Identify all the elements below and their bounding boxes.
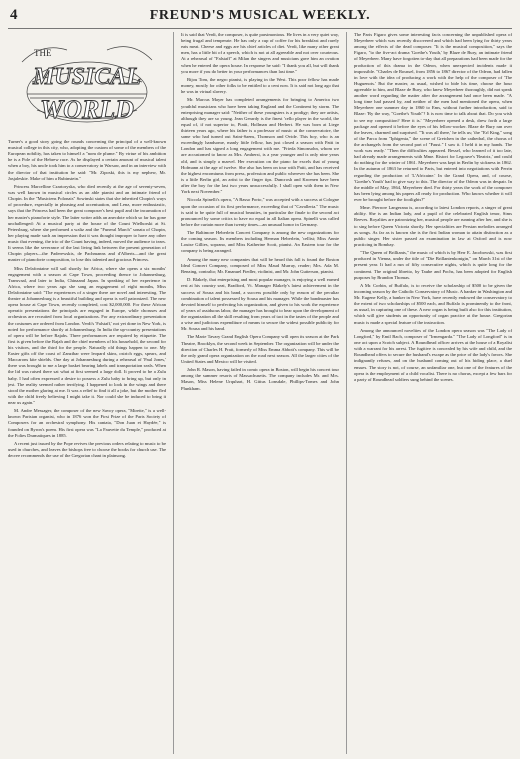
article-paragraph: "The Queen of Brilliants," the music of which is by Herr E. Jacobowski, was first produced in Vienna, under the title of "Die Brillantenkonigin," on March 31st of the present year. It had a run of fifty consecutive nights, which is quite long for the continent. The original libretto, by Taube and Pochs, has been adopted for English purposes by Brandon Thomas.: [354, 250, 512, 280]
article-paragraph: A recent just issued by the Pope revives the previous orders relating to music to be used in churches, and leaves the bishops free to choose the books for church use. The decree recommends the use of the Gregorian chant in plainsong.: [8, 441, 166, 459]
article-paragraph: Mr. Marcus Mayer has completed arrangements for bringing to America two youthful musicians who have been taking England and the Continent by storm. The enterprising manager said: "Neither of these youngsters is a prodigy; they are artists, although they are so young. Jean Gerardy is the finest 'cello player in the world, the equal of, if not superior to, Piatti, Hollman and Herbert. He was born at Liege thirteen years ago, where his father is a professor of music at the conservatoire, the same who had turned out Saint-Saens, Thomson and Ovide. This boy, who is an exceedingly handsome, manly little fellow, has just closed a season with Patti in London and has signed a long engagement with me. "Frieda Simonsohn, whom we are accustomed to know as Mrs. Amherst, is a year younger and is only nine years old, and is simply a marvel. Her execution on the piano far excels that of young Hofmann at the age of twelve. She also has been on tour with Patti, and has received the highest encomiums from press, profession and public wherever she has been. She is a little Berlin girl, an artist to the finger tips. Duncrosh and Kroenen have been after the boy for the last two years unsuccessfully. I shall open with them in New York next November.": [181, 97, 339, 195]
article-paragraph: Niccola Spinelli's opera, "A Basso Porto," was accepted with a success at Cologne upon the occasion of its first performance, exceeding that of "Cavalleria." The music is said to be quite full of musical beauties, in particular the finale to the second act pronounced by some critics to have no equal in all Italian opera. Spinelli was called before the curtain more than twenty times—an unusual honor in Germany.: [181, 197, 339, 227]
page-header: [8, 6, 512, 29]
logo-the: THE: [34, 48, 52, 58]
article-paragraph: Princess Marcelline Czartoryska, who died recently at the age of seventy-seven, was well known in musical circles as an able pianist and an intimate friend of Chopin. In the "Musiciens Polonais" Sowinski states that she inherited Chopin's ways of procedure, especially in phrasing and accentuation, and Lenz, more enthusiastic, says that the Princess had been the great composer's best pupil and the incarnation of her master's pianoforte style. The latter writer adds an anecdote which so far has gone unchallenged: At a musical party at the house of the Count Wielhorski at St. Petersburg, where she performed a waltz and the "Funeral March" sonata of Chopin, her playing made such an impression that it was thought improper to have any other music that evening, the trio of the Count having, indeed, moved the audience to tears. It seems like the severance of the last living link between the present generation of Chopin players—the Paderewskis, de Pachmanns and d'Alberts—and the great master of pianoforte composition, to lose this talented and gracious Princess.: [8, 183, 166, 263]
masthead-title: FREUND'S MUSICAL WEEKLY.: [149, 8, 371, 23]
article-paragraph: The Paris Figaro gives some interesting facts concerning the unpublished opera of Meyerbeer which was recently discovered and which had been lying for thirty years among the effects of the dead composer. "It is the musical composition," says the Figaro, "to the five-act drama 'Goethe's Youth,' by Blaze de Bury, an intimate friend of Meyerbeer. Many have forgotten to-day that all preparations had been made for the production of this drama in the Odeon, when unexpected incidents made it impossible. "Charles de Roussel, from 1856 to 1867 director of the Odeon, had fallen in love with the idea of producing a work with the help of the composer of 'The Huguenots.' But the master, as usual, wished to bide his time, choose the hour agreeable to him, and Blaze de Bury, who knew Meyerbeer thoroughly, did not speak another word regarding the matter after the arrangement had once been made. "A long time had passed by, and neither of the men had mentioned the opera, when Meyerbeer one summer day in 1860 to Ems, without further introduction, said to Blaze: 'By the way, "Goethe's Youth"? It is now time to talk about that. Do you wish to see my composition? Here it is.' "Meyerbeer opened a desk, drew forth a large package and opened it before the eyes of his fellow-worker. Blaze de Bury ran over the leaves, charmed and surprised. "'It was all there,' he tells us; 'the "Erl King," song of the Parca from "Iphigenia," the scene of Gretchen in the cathedral, the chorus of the archangels from the second part of "Faust." I saw it. I held it in my hands. The work was ready.' "Then the difficulties appeared. Bessel, who learned of it too late, had already made arrangements with Mme. Ristori for Legouve's 'Beatrix,' and could do nothing for the winter of 1861. Meyerbeer was kept in Berlin by sickness in 1862. In the autumn of 1863 he returned to Paris, but entered into negotiations with Perrin regarding the production of 'L'Africaine.' In the Grand Opera, and, of course, 'Goethe's Youth' had to give way to this. The director of the Odeon was in despair. In the middle of May, 1864, Meyerbeer died. For thirty years the work of the composer has been lying among his papers all ready for production. Who knows whether it will ever be brought before the footlights?": [354, 32, 512, 202]
logo-musical: MUSICAL: [32, 64, 142, 90]
article-paragraph: Mme. Pierrore Langerana is, according to latest London reports, a singer of great ability. She is an Indian lady, and a pupil of the celebrated English tenor, Sims Reeves. Royalties are patronizing her, musical people are running after her, and she is to sing before Queen Victoria shortly. Her specialities are Persian melodies arranged as songs. As far as is known she is the first Indian woman to attain distinction as a public singer. Her sister passed an examination in law at Oxford and is now practicing in Bombay.: [354, 205, 512, 247]
column-rule: [173, 32, 174, 754]
article-paragraph: The Baltimore Heberlein Concert Company is among the new organizations for the coming season. Its members including Herman Heberlein, 'cellist; Miss Annie Louise Gillies, soprano, and Miss Katherine Scott, pianist. An Eastern tour for the company is being arranged.: [181, 230, 339, 254]
article-paragraph: Turner's a good story going the rounds concerning the principal of a well-known musical college in this city, who, adopting the custom of some of the members of the European nobility, has taken to himself a "nom de plume." By virtue of his ambition he is a Pole of the Hebrew race. As he displayed a certain amount of musical talent when a boy, his uncle took him to a conservatory in Warsaw, and in an interview with the director of that institution he said: "Mr. Ziposki, this is my nephew, Mr. Jasjaleskie. Make of him a Rubinstein.": [8, 139, 166, 181]
article-paragraph: A Mr. Corbin, of Buffalo, is to receive the scholarship of $500 to be given the incoming season by the Catholic Conservatory of Music. A banker in Washington and Mr. Eugene Kelly, a banker in New York, have recently endowed the conservatory to the extent of two scholarships of $500 each, and Buffalo is prominently to the front, as usual, in capturing one of these. A new organ is being built also for this institution, which will give students an opportunity of organ practice at the house. Gregorian music is made a special feature of the instruction.: [354, 282, 512, 325]
logo-flourish: [107, 47, 152, 60]
column-3: [354, 32, 512, 754]
article-paragraph: It is said that Verdi, the composer, is quite parsimonious. He lives in a very quiet way, being frugal and temperate. He has only a cup of coffee for his breakfast and rarely eats meat. Cheese and eggs are his chief articles of diet. Verdi, like many other great men, has a little bit of a speech, which is not at all agreeable and not over courteous. At a rehearsal of "Falstaff" at Milan the singers and musicians gave him an ovation when he entered the opera house. In response he said: "I thank you all, but will thank you more if you do better in your performances than last time.": [181, 32, 339, 74]
article-paragraph: D. Blakely, that enterprising and most popular manager, is enjoying a well earned rest at his country seat, Bradford, Vt. Manager Blakely's latest achievement in the success of Sousa and his band, a success possible only by reason of the peculiar combination of talent possessed by Sousa and his manager. While the bandmaster has devoted himself to perfecting his organization, and given to his work the experience of years of assiduous labor, the manager has brought to bear upon the development of the organization all the skill resulting from years of tact in the tastes of the people and a wise and judicious expenditure of means to secure the widest possible publicity for Mr. Sousa and his band.: [181, 277, 339, 332]
article-paragraph: Among the many new companies that will be heard this fall is found the Boston Ideal Concert Company, composed of Miss Maud Murray, reader; Mrs. Ada M. Benzing, contralto; Mr. Emanuel Fiedler, violinist, and Mr. John Gutterson, pianist.: [181, 256, 339, 274]
page-number: 4: [10, 7, 18, 23]
article-paragraph: Among the announced novelties of the London opera season was "The Lady of Longford," by Emil Bach, composer of "Irmengarda." "The Lady of Longford" is in one act upon a Scotch subject. A Roundhead officer arrives at the house of a Royalist with a warrant for his arrest. The fugitive is concealed by his wife and child, and the Roundhead offers to secure the husband's escape as the price of the lady's favors. She indignantly refuses, and on the husband coming out of his hiding place, a duel ensues. The story is not, of course, an unfamiliar one, but one of the features of the opera is the employment of a child vocalist. There is no chorus, except a few bars for a party of Roundhead soldiers sung behind the scenes.: [354, 327, 512, 382]
article-paragraph: The Marie Tavary Grand English Opera Company will open its season at the Park Theatre, Brooklyn, the second week in September. The organization will be under the direction of Charles H. Pratt, formerly of Miss Emma Abbott's company. This will be the only grand opera organization on the road next season. All the larger cities of the United States and Mexico will be visited.: [181, 334, 339, 364]
column-1: [8, 32, 166, 754]
logo-world: WORLD: [40, 95, 134, 124]
article-paragraph: John R. Mason, having failed in comic opera in Boston, will begin his concert tour among the summer resorts of Massachusetts. The company includes Mr. and Mrs. Mason, Miss Helene Urquhart, H. Gittus Lonsdale, Phillips-Tomes and John Plunkham.: [181, 367, 339, 391]
article-paragraph: Miss Delafontaine will sail shortly for Africa, where she opens a six months' engagement with a season at Cape Town, proceeding thence to Johannesburg, Transvaal, and later to India, Chinaand Japan. In speaking of her experience in Africa, where two years ago she sang an engagement of eight months, Miss Delafontaine said: "The experiences of a singer there are novel and interesting. The theatre at Johannesburg is a beautiful building and opera is well patronized. The new opera house at Cape Town, recently completed, cost $2,000,000. For these African operatic presentations the principals are engaged in Europe, while choruses and orchestras are recruited from local organizations. For any extraordinary presentation the costumes are ordered from London. Verdi's 'Falstaff,' not yet done in New York, is noted for performance shortly at Johannesburg. In India the up-country presentations of opera will be before Rajahs. Three performances are required by etiquette. The first is given before the Rajah and the chief members of his household, the second for his visitors, and the third for the people. Naturally old things happen to one. My Easter gifts off the coast of Zanzibar were leopard skins, ostrich eggs, spears, and Maccarons kite shields. One day at Johannesburg during a rehearsal of 'Paul Jones,' there was brought to me a large basket bearing labels and transportation seals. When the lid was raised there sat what at first seemed a large doll. It proved to be a Zulu baby. I had often expressed a desire to possess a Zulu baby to bring up, but only in jest. The reality seemed rather terrifying. I happened to look in the wings and there stood the mother glaring at me. It was a relief to find it all a joke, but the mother fled with the child freely believing I might take it. Nor could she be induced to bring it near us again.": [8, 265, 166, 405]
column-rule: [346, 32, 347, 754]
musical-world-logo: [12, 32, 162, 136]
article-paragraph: M. Andre Messager, the composer of the new Savoy opera, "Mirette," is a well-known Parisian organist, who in 1876 won the First Prize of the Paris Society of Composers for an orchestral symphony. His cantata, "Don Juan et Haydée," is founded on Byron's poem. His first opera was "La Fauvette du Temple," produced at the Folies Dramatiques in 1885.: [8, 408, 166, 438]
column-2: [181, 32, 339, 754]
article-paragraph: Bijou Tom, the negro pianist, is playing in the West. This poor fellow has made money, mostly for other folks to be entitled to a cent now. It is said not long ago that he was in virtual slavery.: [181, 76, 339, 95]
